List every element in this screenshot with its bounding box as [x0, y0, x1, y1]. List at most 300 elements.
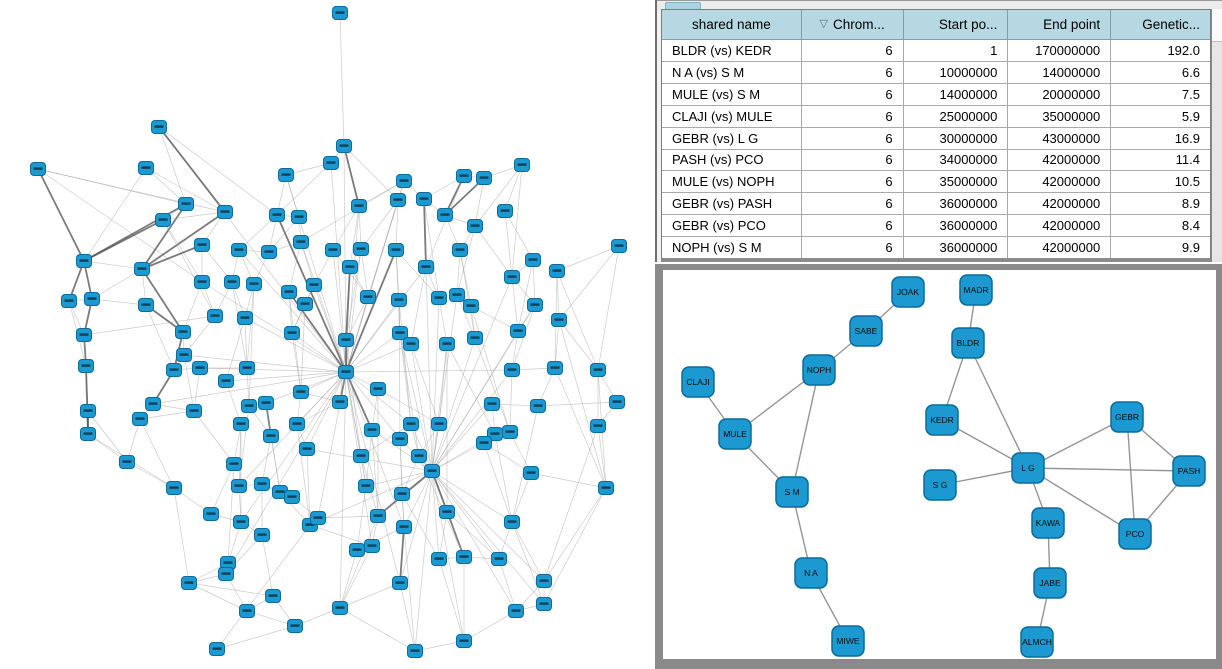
network-node[interactable]	[438, 209, 453, 222]
node-label	[460, 174, 469, 176]
network-node[interactable]	[371, 510, 386, 523]
node-label	[293, 422, 302, 424]
table-row[interactable]	[662, 237, 1210, 258]
network-node-mule[interactable]	[719, 419, 751, 449]
network-node-almch[interactable]	[1021, 627, 1053, 657]
node-label	[540, 579, 549, 581]
network-node-pash[interactable]	[1173, 456, 1205, 486]
node-label	[374, 387, 383, 389]
network-node[interactable]	[62, 295, 77, 308]
network-node[interactable]	[262, 246, 277, 259]
node-label	[185, 581, 194, 583]
table-cell: 14000000	[904, 84, 1009, 105]
node-label	[303, 447, 312, 449]
network-node[interactable]	[285, 327, 300, 340]
network-node[interactable]	[81, 405, 96, 418]
node-label	[241, 316, 250, 318]
network-edge	[544, 426, 598, 581]
network-node[interactable]	[457, 635, 472, 648]
network-node[interactable]	[193, 362, 208, 375]
network-node[interactable]	[187, 405, 202, 418]
network-edge	[439, 559, 464, 641]
node-label	[602, 486, 611, 488]
network-node[interactable]	[425, 465, 440, 478]
table-row[interactable]	[662, 150, 1210, 172]
node-label	[170, 368, 179, 370]
network-node[interactable]	[408, 645, 423, 658]
node-label	[207, 512, 216, 514]
network-node[interactable]	[259, 397, 274, 410]
network-node[interactable]	[234, 418, 249, 431]
network-node[interactable]	[270, 209, 285, 222]
network-node-madr[interactable]	[960, 275, 992, 305]
network-edge	[447, 344, 495, 434]
node-label	[155, 125, 164, 127]
network-node[interactable]	[333, 602, 348, 615]
node-label	[237, 422, 246, 424]
network-node[interactable]	[392, 294, 407, 307]
table-cell: N A (vs) S M	[662, 62, 802, 83]
network-node[interactable]	[552, 314, 567, 327]
table-row[interactable]	[662, 193, 1210, 215]
network-node[interactable]	[354, 450, 369, 463]
network-node[interactable]	[294, 386, 309, 399]
network-node[interactable]	[266, 590, 281, 603]
network-edge	[183, 282, 202, 332]
network-edge	[411, 344, 439, 424]
column-header-label: Genetic...	[1142, 17, 1200, 32]
network-node-joak[interactable]	[892, 277, 924, 307]
network-node-n-a[interactable]	[795, 558, 827, 588]
network-node[interactable]	[391, 194, 406, 207]
network-node[interactable]	[432, 418, 447, 431]
table-cell: 6	[802, 237, 904, 258]
network-edge	[318, 516, 378, 518]
node-label	[228, 280, 237, 282]
table-body	[662, 40, 1210, 258]
node-label	[142, 166, 151, 168]
network-node-bldr[interactable]	[952, 328, 984, 358]
network-node-s-g[interactable]	[924, 470, 956, 500]
node-label	[285, 290, 294, 292]
network-node[interactable]	[468, 220, 483, 233]
network-edge	[92, 299, 146, 305]
network-node[interactable]	[282, 286, 297, 299]
network-edge	[344, 146, 398, 200]
network-node[interactable]	[232, 480, 247, 493]
network-node[interactable]	[240, 362, 255, 375]
node-label	[443, 342, 452, 344]
network-node[interactable]	[219, 375, 234, 388]
network-node[interactable]	[412, 450, 427, 463]
node-label	[288, 495, 297, 497]
network-node[interactable]	[537, 598, 552, 611]
network-node[interactable]	[599, 482, 614, 495]
node-label	[327, 161, 336, 163]
node-label: SABE	[854, 326, 878, 336]
network-edge	[432, 471, 544, 604]
node-label	[441, 213, 450, 215]
table-cell: 25000000	[904, 106, 1009, 127]
node-label	[82, 364, 91, 366]
network-node[interactable]	[395, 488, 410, 501]
network-node[interactable]	[528, 299, 543, 312]
network-node[interactable]	[234, 516, 249, 529]
network-node[interactable]	[232, 244, 247, 257]
network-node-jabe[interactable]	[1034, 568, 1066, 598]
table-cell: 170000000	[1008, 40, 1111, 61]
node-label	[221, 210, 230, 212]
node-label	[213, 647, 222, 649]
node-label	[613, 400, 622, 402]
network-node[interactable]	[511, 325, 526, 338]
network-edge	[357, 486, 366, 550]
network-node[interactable]	[457, 170, 472, 183]
network-node[interactable]	[505, 364, 520, 377]
node-label	[282, 173, 291, 175]
network-node[interactable]	[311, 512, 326, 525]
network-edge	[399, 300, 411, 424]
network-node[interactable]	[404, 418, 419, 431]
table-row[interactable]	[662, 40, 1210, 62]
node-label	[508, 520, 517, 522]
network-node[interactable]	[225, 276, 240, 289]
table-row[interactable]	[662, 84, 1210, 106]
network-node[interactable]	[77, 329, 92, 342]
column-header-2[interactable]	[904, 10, 1009, 40]
network-node[interactable]	[393, 433, 408, 446]
network-node[interactable]	[591, 364, 606, 377]
network-node-sabe[interactable]	[850, 316, 882, 346]
network-node[interactable]	[537, 575, 552, 588]
column-header-label: Chrom...	[832, 17, 885, 32]
node-label	[182, 202, 191, 204]
network-node[interactable]	[298, 298, 313, 311]
node-label	[310, 283, 319, 285]
network-node[interactable]	[139, 162, 154, 175]
node-label	[179, 330, 188, 332]
network-node-s-m[interactable]	[776, 477, 808, 507]
network-node-gebr[interactable]	[1111, 402, 1143, 432]
network-node[interactable]	[515, 159, 530, 172]
network-node-kawa[interactable]	[1032, 508, 1064, 538]
node-label	[508, 368, 517, 370]
node-label	[297, 390, 306, 392]
sub-network-view[interactable]	[655, 264, 1222, 669]
network-node[interactable]	[612, 240, 627, 253]
node-label	[190, 409, 199, 411]
network-node[interactable]	[337, 140, 352, 153]
network-node[interactable]	[468, 332, 483, 345]
node-label	[396, 437, 405, 439]
network-node[interactable]	[326, 244, 341, 257]
table-scrollbar-thumb[interactable]	[1212, 9, 1222, 42]
network-node[interactable]	[247, 278, 262, 291]
node-label	[501, 209, 510, 211]
network-node[interactable]	[477, 172, 492, 185]
network-node-noph[interactable]	[803, 355, 835, 385]
network-node[interactable]	[139, 299, 154, 312]
node-label	[346, 265, 355, 267]
node-label	[435, 296, 444, 298]
table-cell: PASH (vs) PCO	[662, 150, 802, 171]
network-node[interactable]	[404, 338, 419, 351]
node-label: BLDR	[956, 338, 980, 348]
network-node[interactable]	[288, 620, 303, 633]
network-edge	[432, 331, 518, 471]
network-node[interactable]	[450, 289, 465, 302]
network-node[interactable]	[361, 291, 376, 304]
node-label	[65, 299, 74, 301]
network-node-miwe[interactable]	[832, 626, 864, 656]
network-node[interactable]	[79, 360, 94, 373]
node-label	[84, 432, 93, 434]
network-node[interactable]	[333, 7, 348, 20]
network-node[interactable]	[440, 338, 455, 351]
network-node[interactable]	[279, 169, 294, 182]
network-node[interactable]	[77, 255, 92, 268]
column-header-1[interactable]	[802, 10, 904, 40]
network-edge	[439, 344, 447, 424]
network-node[interactable]	[182, 577, 197, 590]
node-label	[435, 557, 444, 559]
network-node[interactable]	[255, 529, 270, 542]
network-node[interactable]	[208, 310, 223, 323]
node-label	[329, 248, 338, 250]
network-node[interactable]	[238, 312, 253, 325]
node-label	[243, 609, 252, 611]
network-node[interactable]	[610, 396, 625, 409]
network-node[interactable]	[294, 236, 309, 249]
column-header-4[interactable]	[1111, 10, 1210, 40]
network-edge	[228, 464, 234, 563]
network-node[interactable]	[135, 263, 150, 276]
network-node[interactable]	[167, 482, 182, 495]
node-label	[342, 370, 351, 372]
network-node[interactable]	[240, 605, 255, 618]
network-edge	[512, 522, 544, 604]
network-node[interactable]	[457, 551, 472, 564]
network-edge	[340, 13, 344, 146]
network-node[interactable]	[31, 163, 46, 176]
network-edge	[557, 246, 619, 271]
table-cell: 8.9	[1181, 196, 1200, 212]
table-cell: GEBR (vs) L G	[662, 128, 802, 149]
network-edge	[202, 282, 346, 372]
network-node[interactable]	[417, 193, 432, 206]
network-edge	[510, 370, 512, 432]
network-node[interactable]	[339, 334, 354, 347]
node-label	[411, 649, 420, 651]
network-node[interactable]	[219, 568, 234, 581]
table-scrollbar[interactable]	[1211, 9, 1222, 262]
network-node[interactable]	[503, 426, 518, 439]
node-label	[364, 295, 373, 297]
node-label	[471, 336, 480, 338]
node-label	[88, 297, 97, 299]
network-node[interactable]	[492, 553, 507, 566]
node-label	[488, 402, 497, 404]
network-node[interactable]	[365, 540, 380, 553]
network-node[interactable]	[292, 211, 307, 224]
network-node[interactable]	[290, 418, 305, 431]
network-node[interactable]	[152, 121, 167, 134]
network-edge	[400, 583, 415, 651]
network-edge	[163, 220, 215, 316]
network-node[interactable]	[359, 480, 374, 493]
node-label	[136, 417, 145, 419]
network-node[interactable]	[453, 244, 468, 257]
node-label	[224, 561, 233, 563]
network-edge	[559, 320, 598, 370]
network-node[interactable]	[333, 396, 348, 409]
node-label	[396, 331, 405, 333]
network-node[interactable]	[156, 214, 171, 227]
network-node[interactable]	[365, 424, 380, 437]
network-node[interactable]	[485, 398, 500, 411]
network-node[interactable]	[419, 261, 434, 274]
network-node[interactable]	[176, 326, 191, 339]
table-row[interactable]	[662, 106, 1210, 128]
network-node[interactable]	[505, 516, 520, 529]
table-cell: 6	[802, 215, 904, 236]
network-node[interactable]	[85, 293, 100, 306]
table-cell: 1	[904, 40, 1009, 61]
node-label	[336, 400, 345, 402]
table-row[interactable]	[662, 215, 1210, 237]
table-cell: 43000000	[1008, 128, 1111, 149]
network-node[interactable]	[227, 458, 242, 471]
node-label: PCO	[1125, 529, 1145, 539]
network-node[interactable]	[371, 383, 386, 396]
node-label	[615, 244, 624, 246]
network-node[interactable]	[354, 243, 369, 256]
node-label	[80, 259, 89, 261]
node-label	[368, 428, 377, 430]
network-node[interactable]	[210, 643, 225, 656]
network-node[interactable]	[218, 206, 233, 219]
network-node[interactable]	[548, 362, 563, 375]
network-node[interactable]	[204, 508, 219, 521]
table-row[interactable]	[662, 171, 1210, 193]
network-edge	[544, 488, 606, 604]
table-row[interactable]	[662, 62, 1210, 84]
network-node[interactable]	[352, 200, 367, 213]
network-node[interactable]	[195, 239, 210, 252]
network-node[interactable]	[509, 605, 524, 618]
funnel-icon[interactable]: ▽	[819, 18, 828, 30]
network-edge	[411, 267, 426, 344]
node-label: L G	[1021, 463, 1035, 473]
node-label: MIWE	[836, 636, 860, 646]
node-label	[288, 331, 297, 333]
node-label	[400, 179, 409, 181]
table-cell: 6	[802, 62, 904, 83]
network-node[interactable]	[242, 400, 257, 413]
network-node[interactable]	[339, 366, 354, 379]
network-node[interactable]	[477, 437, 492, 450]
network-node[interactable]	[255, 478, 270, 491]
network-node[interactable]	[195, 276, 210, 289]
table-cell: 36000000	[904, 237, 1009, 258]
node-label: S G	[932, 480, 948, 490]
network-node[interactable]	[591, 420, 606, 433]
node-label	[80, 333, 89, 335]
network-node[interactable]	[300, 443, 315, 456]
network-node[interactable]	[440, 506, 455, 519]
node-label	[342, 338, 351, 340]
network-node[interactable]	[120, 456, 135, 469]
network-node[interactable]	[307, 279, 322, 292]
network-node[interactable]	[350, 544, 365, 557]
network-node[interactable]	[526, 254, 541, 267]
node-label	[467, 304, 476, 306]
network-node[interactable]	[324, 157, 339, 170]
network-node[interactable]	[179, 198, 194, 211]
network-node[interactable]	[264, 430, 279, 443]
node-label	[555, 318, 564, 320]
network-node[interactable]	[524, 467, 539, 480]
node-label	[276, 490, 285, 492]
sub-network-canvas[interactable]	[663, 270, 1216, 659]
network-node[interactable]	[397, 521, 412, 534]
network-node[interactable]	[464, 300, 479, 313]
table-row[interactable]	[662, 128, 1210, 150]
node-label: JOAK	[896, 287, 920, 297]
column-header-3[interactable]	[1008, 10, 1111, 40]
network-edge	[432, 471, 439, 559]
column-header-0[interactable]	[662, 10, 802, 40]
network-node[interactable]	[432, 553, 447, 566]
network-node[interactable]	[389, 244, 404, 257]
node-label	[211, 314, 220, 316]
network-node-kedr[interactable]	[926, 405, 958, 435]
network-node[interactable]	[81, 428, 96, 441]
network-node[interactable]	[550, 265, 565, 278]
node-label	[235, 484, 244, 486]
node-label	[353, 548, 362, 550]
table-header-row	[662, 10, 1210, 40]
node-label	[396, 581, 405, 583]
network-node[interactable]	[498, 205, 513, 218]
node-label	[394, 198, 403, 200]
network-node[interactable]	[177, 349, 192, 362]
network-node[interactable]	[505, 271, 520, 284]
network-edge	[531, 473, 606, 488]
network-node-pco[interactable]	[1119, 519, 1151, 549]
network-edge	[544, 488, 606, 581]
network-node[interactable]	[133, 413, 148, 426]
network-node-l-g[interactable]	[1012, 453, 1044, 483]
network-node[interactable]	[285, 491, 300, 504]
network-node[interactable]	[531, 400, 546, 413]
node-label	[531, 303, 540, 305]
network-node[interactable]	[397, 175, 412, 188]
node-label	[527, 471, 536, 473]
network-node[interactable]	[432, 292, 447, 305]
network-node[interactable]	[146, 398, 161, 411]
network-edge	[1028, 468, 1189, 471]
node-label	[142, 303, 151, 305]
table-cell: NOPH (vs) S M	[662, 237, 802, 258]
node-label	[428, 469, 437, 471]
node-label	[237, 520, 246, 522]
network-node[interactable]	[167, 364, 182, 377]
network-node-claji[interactable]	[682, 367, 714, 397]
column-header-label: shared name	[691, 17, 771, 32]
network-node[interactable]	[393, 577, 408, 590]
network-node[interactable]	[343, 261, 358, 274]
